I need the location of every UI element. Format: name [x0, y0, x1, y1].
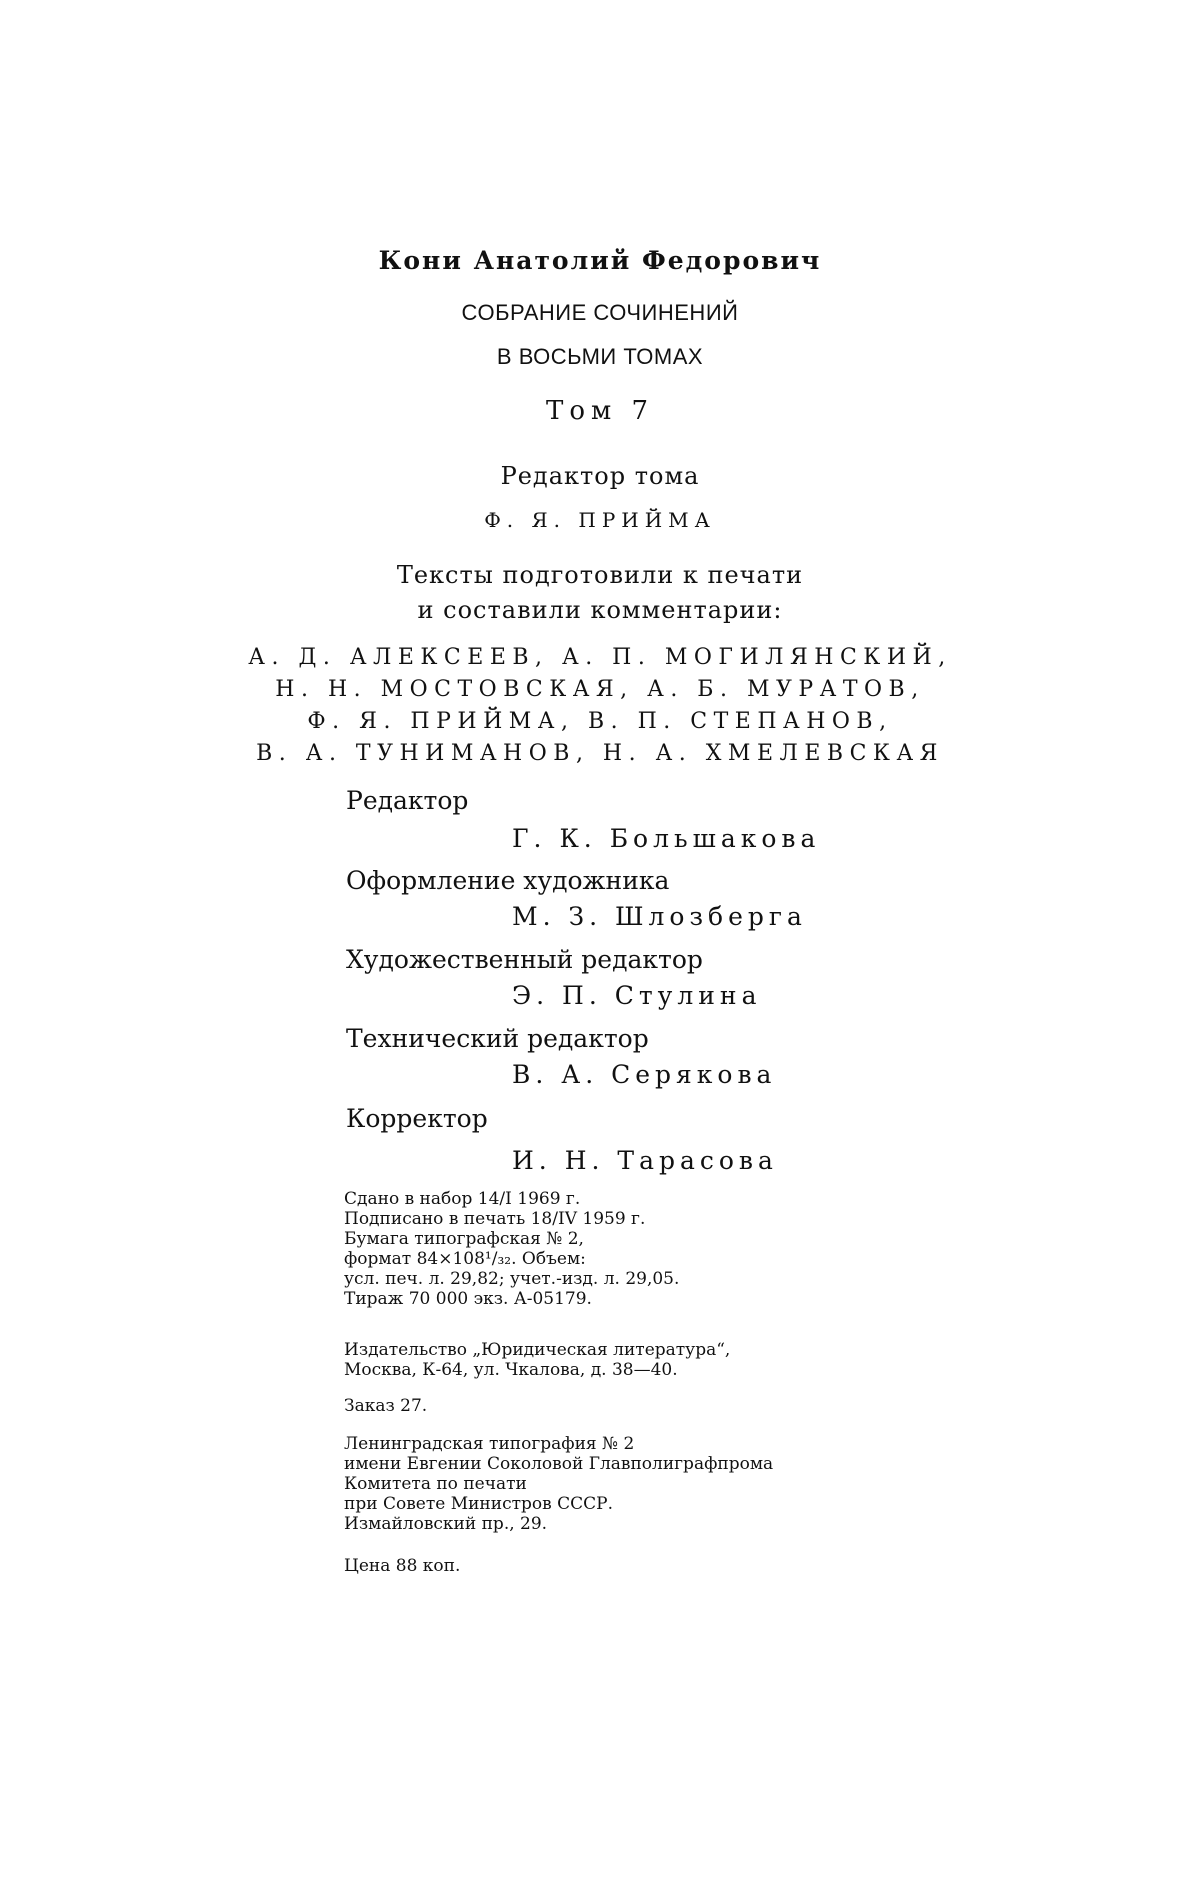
contributors-line: Н. Н. МОСТОВСКАЯ, А. Б. МУРАТОВ,	[275, 677, 925, 702]
contributors-line: В. А. ТУНИМАНОВ, Н. А. ХМЕЛЕВСКАЯ	[256, 741, 944, 766]
printer-info	[344, 1434, 773, 1534]
volume-editor-name: Ф. Я. ПРИЙМА	[484, 508, 716, 532]
printer-line: Измайловский пр., 29.	[344, 1514, 548, 1534]
credit-name-art-editor: Э. П. Стулина	[512, 981, 762, 1010]
printer-line: Ленинградская типография № 2	[344, 1434, 635, 1454]
printer-line: имени Евгении Соколовой Главполиграфпрома	[344, 1454, 774, 1474]
print-detail-line: Тираж 70 000 экз. А-05179.	[344, 1289, 592, 1309]
collection-title: СОБРАНИЕ СОЧИНЕНИЙ	[461, 300, 739, 325]
order-number: Заказ 27.	[344, 1396, 428, 1416]
credit-role-editor: Редактор	[346, 786, 469, 815]
credit-name-editor: Г. К. Большакова	[512, 824, 821, 853]
credit-role-tech-editor: Технический редактор	[346, 1024, 649, 1053]
credit-role-design: Оформление художника	[346, 866, 670, 895]
contributors-line: А. Д. АЛЕКСЕЕВ, А. П. МОГИЛЯНСКИЙ,	[248, 645, 952, 670]
author-name: Кони Анатолий Федорович	[378, 246, 822, 275]
publisher-info	[344, 1340, 730, 1380]
contributors-line: Ф. Я. ПРИЙМА, В. П. СТЕПАНОВ,	[307, 709, 893, 734]
preparers-heading-cont: и составили комментарии:	[417, 596, 783, 624]
volume-editor-label: Редактор тома	[500, 462, 700, 490]
publisher-line: Издательство „Юридическая литература“,	[344, 1340, 731, 1360]
printer-line: при Совете Министров СССР.	[344, 1494, 613, 1514]
publisher-line: Москва, К-64, ул. Чкалова, д. 38—40.	[344, 1360, 678, 1380]
print-detail-line: Сдано в набор 14/I 1969 г.	[344, 1189, 581, 1209]
preparers-heading: Тексты подготовили к печати	[396, 561, 804, 589]
print-detail-line: формат 84×108¹/₃₂. Объем:	[344, 1249, 586, 1269]
price: Цена 88 коп.	[344, 1556, 461, 1576]
print-detail-line: Бумага типографская № 2,	[344, 1229, 584, 1249]
print-details	[344, 1189, 679, 1309]
volume-number: Том 7	[545, 396, 655, 426]
credit-name-tech-editor: В. А. Серякова	[512, 1060, 777, 1089]
collection-subtitle: В ВОСЬМИ ТОМАХ	[496, 344, 704, 369]
credit-name-proofreader: И. Н. Тарасова	[512, 1146, 778, 1175]
print-detail-line: Подписано в печать 18/IV 1959 г.	[344, 1209, 646, 1229]
printer-line: Комитета по печати	[344, 1474, 527, 1494]
credit-role-art-editor: Художественный редактор	[346, 945, 703, 974]
credit-role-proofreader: Корректор	[346, 1104, 488, 1133]
credit-name-design: М. З. Шлозберга	[512, 902, 807, 931]
print-detail-line: усл. печ. л. 29,82; учет.-изд. л. 29,05.	[344, 1269, 680, 1289]
